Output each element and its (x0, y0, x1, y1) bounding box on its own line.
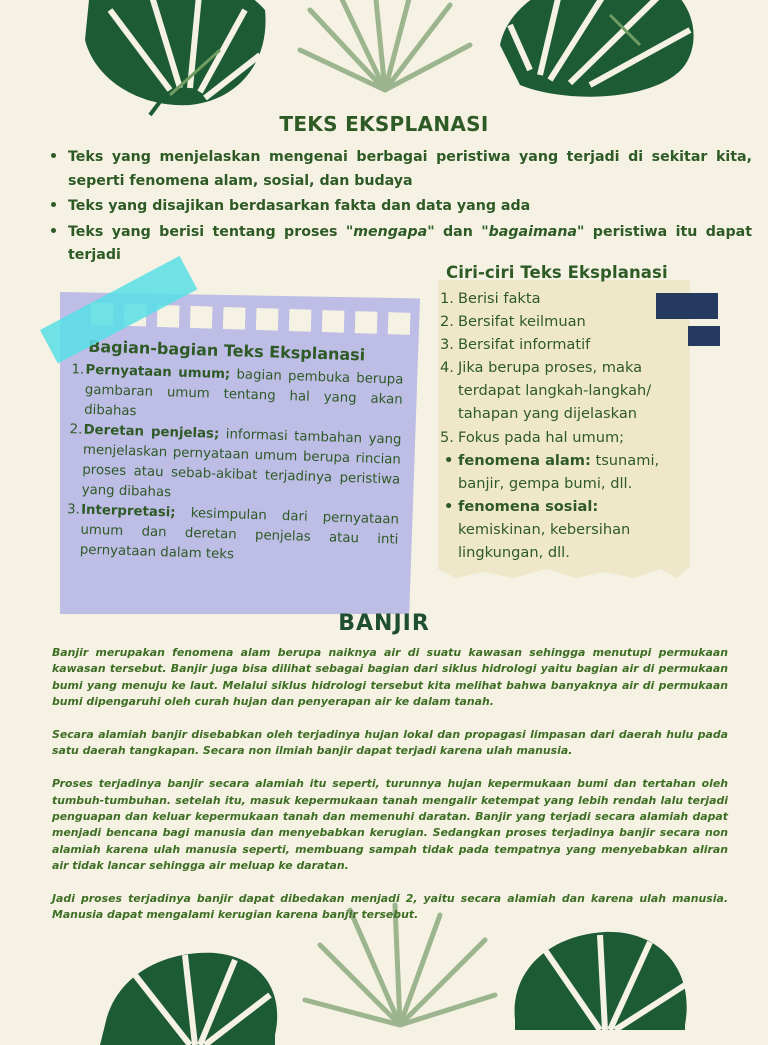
monstera-leaf-icon (95, 945, 285, 1045)
bagian-list (66, 360, 404, 570)
list-item: 3. Bersifat informatif (440, 336, 591, 354)
ciri-title: Ciri-ciri Teks Eksplanasi (446, 263, 668, 282)
page-title: TEKS EKSPLANASI (279, 112, 489, 136)
banjir-body (52, 645, 728, 940)
intro-list (48, 144, 752, 268)
list-item: • fenomena alam: tsunami, banjir, gempa bumi, dll. (444, 451, 660, 492)
list-item: 2. Bersifat keilmuan (440, 313, 586, 331)
paragraph: Banjir merupakan fenomena alam berupa naiknya air di suatu kawasan sehingga menutupi permukaan kawasan tersebut. Banjir juga bisa dilihat sebagai bagian dari siklus hidrologi yaitu bagian air di permukaan bumi yang menuju ke laut. Melalui siklus hidrologi tersebut kita melihat bahwa banyaknya air di permukaan bumi dipengaruhi oleh curah hujan dan penyerapan air ke dalam tanah. (52, 646, 728, 709)
intro-point: • Teks yang menjelaskan mengenai berbagai peristiwa yang terjadi di sekitar kita, seperti fenomena alam, sosial, dan budaya (68, 144, 752, 193)
bagian-content (56, 290, 422, 631)
flag-decoration (688, 326, 720, 346)
paragraph: Secara alamiah banjir disebabkan oleh terjadinya hujan lokal dan propagasi limpasan dari daerah hulu pada satu daerah tangkapan. Secara non ilmiah banjir dapat terjadi karena ulah manusia. (52, 728, 728, 758)
monstera-leaf-icon (500, 930, 695, 1030)
intro-point: • Teks yang disajikan berdasarkan fakta dan data yang ada (68, 193, 752, 219)
monstera-leaf-icon (70, 0, 280, 120)
banjir-title: BANJIR (338, 611, 430, 636)
list-item: 3. Interpretasi; kesimpulan dari pernyataan umum dan deretan penjelas atau inti pernyataan dalam teks (66, 502, 400, 563)
list-item: 1. Pernyataan umum; bagian pembuka berupa gambaran umum tentang hal yang akan dibahas (71, 362, 404, 420)
list-item: • fenomena sosial: kemiskinan, kebersihan lingkungan, dll. (444, 497, 631, 562)
list-item: 5. Fokus pada hal umum; (440, 428, 625, 446)
paragraph: Jadi proses terjadinya banjir dapat dibedakan menjadi 2, yaitu secara alamiah dan karena ulah manusia. Manusia dapat mengalami kerugian karena banjir tersebut. (52, 892, 728, 922)
palm-leaf-icon (290, 0, 480, 100)
monstera-leaf-icon (490, 0, 700, 105)
intro-point: • Teks yang berisi tentang proses "mengapa" dan "bagaimana" peristiwa itu dapat terjadi (68, 219, 752, 268)
bagian-title: Bagian-bagian Teks Eksplanasi (87, 336, 366, 365)
list-item: 1. Berisi fakta (440, 290, 541, 307)
paragraph: Proses terjadinya banjir secara alamiah itu seperti, turunnya hujan kepermukaan bumi dan tertahan oleh tumbuh-tumbuhan. setelah itu, masuk kepermukaan tanah mengalir ketempat yang lebih rendah lalu terjadi penguapan dan keluar kepermukaan tanah dan memenuhi daratan. Banjir yang terjadi secara alamiah dapat menjadi bencana bagi manusia dan menyebabkan kerugian. Sedangkan proses terjadinya banjir secara non alamiah karena ulah manusia seperti, membuang sampah tidak pada tempatnya yang menyebabkan aliran air tidak lancar sehingga air meluap ke daratan. (52, 777, 728, 873)
list-item: 2. Deretan penjelas; informasi tambahan yang menjelaskan pernyataan umum berupa rincian proses atau sebab-akibat terjadinya peristiwa yang dibahas (69, 422, 402, 501)
ciri-list (440, 287, 680, 564)
list-item: 4. Jika berupa proses, maka terdapat langkah-langkah/ tahapan yang dijelaskan (440, 359, 652, 423)
